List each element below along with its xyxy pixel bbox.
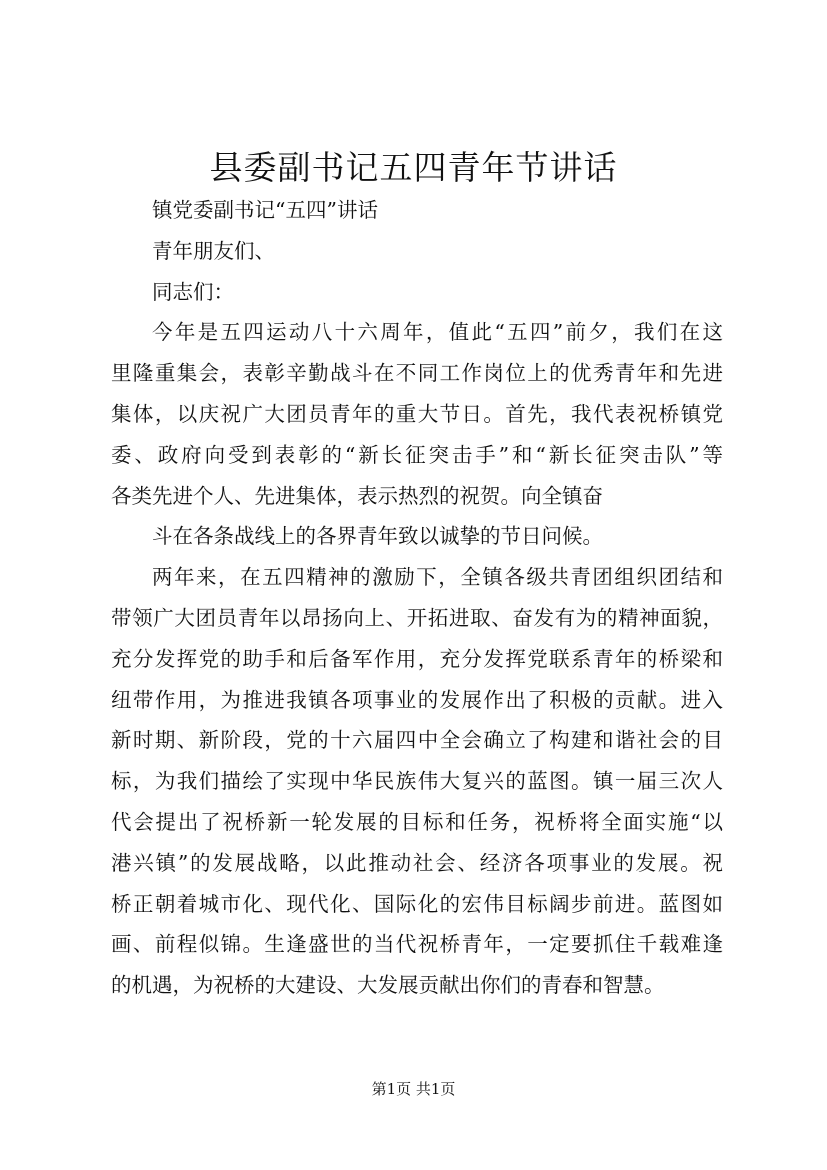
body-line: 充分发挥党的助手和后备军作用，充分发挥党联系青年的桥梁和 — [111, 646, 723, 671]
body-line: 两年来，在五四精神的激励下，全镇各级共青团组织团结和 — [152, 565, 723, 590]
body-line: 画、前程似锦。生逢盛世的当代祝桥青年，一定要抓住千载难逢 — [111, 932, 723, 957]
document-body — [111, 190, 723, 1006]
body-line: 带领广大团员青年以昂扬向上、开拓进取、奋发有为的精神面貌， — [111, 605, 723, 630]
body-line: 代会提出了祝桥新一轮发展的目标和任务，祝桥将全面实施“以 — [111, 809, 723, 834]
body-line: 各类先进个人、先进集体，表示热烈的祝贺。向全镇奋 — [111, 483, 603, 508]
body-line: 今年是五四运动八十六周年，值此“五四”前夕，我们在这 — [152, 320, 723, 345]
body-line: 同志们： — [152, 279, 234, 304]
body-line: 镇党委副书记“五四”讲话 — [152, 198, 378, 222]
body-line: 集体，以庆祝广大团员青年的重大节日。首先，我代表祝桥镇党 — [111, 401, 723, 426]
body-line: 桥正朝着城市化、现代化、国际化的宏伟目标阔步前进。蓝图如 — [111, 891, 723, 916]
body-line: 港兴镇”的发展战略，以此推动社会、经济各项事业的发展。祝 — [111, 850, 723, 875]
body-line: 新时期、新阶段，党的十六届四中全会确立了构建和谐社会的目 — [111, 728, 723, 753]
body-line: 斗在各条战线上的各界青年致以诚挚的节日问候。 — [152, 524, 603, 549]
body-line: 里隆重集会，表彰辛勤战斗在不同工作岗位上的优秀青年和先进 — [111, 361, 723, 386]
body-line: 委、政府向受到表彰的“新长征突击手”和“新长征突击队”等 — [111, 442, 723, 467]
body-line: 纽带作用，为推进我镇各项事业的发展作出了积极的贡献。进入 — [111, 687, 723, 712]
page-footer: 第1页 共1页 — [371, 1080, 456, 1098]
body-line: 的机遇，为祝桥的大建设、大发展贡献出你们的青春和智慧。 — [111, 973, 665, 998]
document-title: 县委副书记五四青年节讲话 — [209, 148, 618, 187]
body-line: 标，为我们描绘了实现中华民族伟大复兴的蓝图。镇一届三次人 — [111, 769, 723, 794]
body-line: 青年朋友们、 — [152, 238, 275, 263]
